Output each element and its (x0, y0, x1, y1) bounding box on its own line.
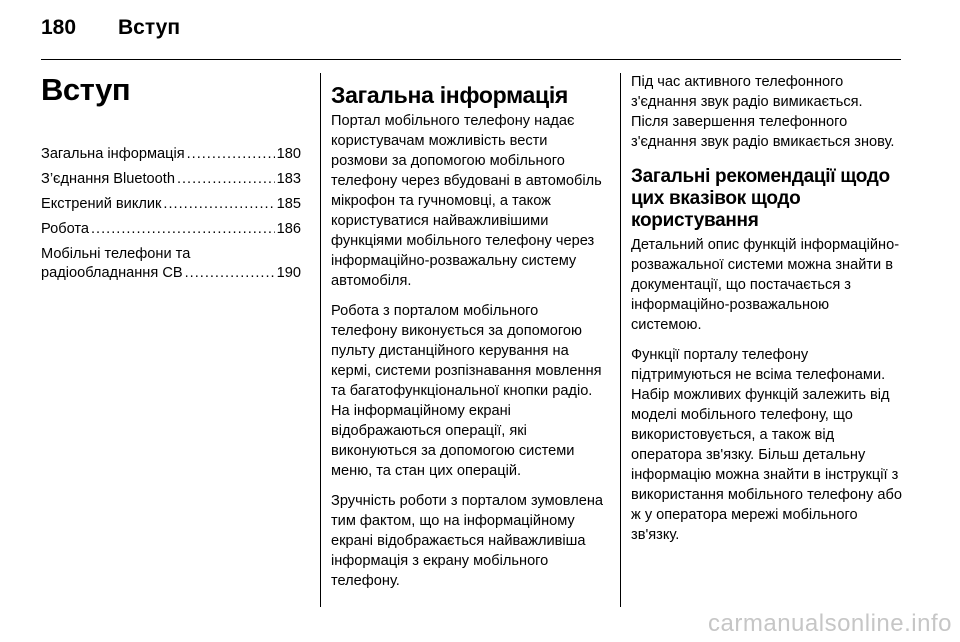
toc-item-text: Робота (41, 221, 89, 237)
page-number: 180 (41, 16, 77, 39)
toc-item-general-info[interactable] (41, 145, 301, 164)
chapter-title: Вступ (41, 72, 131, 107)
toc-item-page: 183 (276, 171, 301, 187)
watermark: carmanualsonline.info (708, 610, 952, 637)
toc-leader-dots (163, 195, 274, 214)
toc-leader-dots (185, 264, 275, 283)
toc-leader-dots (91, 220, 275, 239)
toc-item-line2 (41, 264, 301, 283)
paragraph: Детальний опис функцій інформаційно-розважальної системи можна знайти в документації, що постачається з інформаційно-розважальною системою. (631, 237, 900, 333)
toc-item-page: 185 (276, 196, 301, 212)
toc-item-text: Екстрений виклик (41, 196, 162, 212)
toc-item-text: Загальна інформація (41, 146, 185, 162)
running-head: Вступ (118, 16, 181, 39)
column-divider-1 (320, 73, 321, 607)
paragraph: Під час активного телефонного з'єднання звук радіо вимикається. Після завершення телефонного з'єднання звук радіо вмикається знову. (631, 74, 895, 150)
section-title: Загальна інформація (331, 82, 569, 108)
toc-item-operation[interactable] (41, 220, 301, 239)
toc-column (41, 72, 301, 289)
toc-item-bluetooth[interactable] (41, 170, 301, 189)
paragraph: Зручність роботи з порталом зумовлена тим фактом, що на інформаційному екрані відображається найважливіша інформація з екрану мобільного телефону. (331, 493, 604, 589)
header-rule (41, 59, 901, 60)
toc-item-text: радіообладнання CB (41, 265, 183, 281)
paragraph: Робота з порталом мобільного телефону виконується за допомогою пульту дистанційного керування на кермі, системи розпізнавання мовлення та багатофункціональної кнопки радіо. На інформаційному екрані відображаються операції, які виконуються за допомогою системи меню, та стан цих операцій. (331, 303, 602, 479)
subsection-title: Загальні рекомендації щодо цих вказівок щодо користування (631, 166, 890, 231)
main-column (331, 82, 607, 601)
toc-item-text-line1: Мобільні телефони та (41, 246, 191, 262)
paragraph: Портал мобільного телефону надає користувачам можливість вести розмови за допомогою мобільного телефону через вбудовані в автомобіль мікрофон та гучномовці, а також користуватися найважливішими функціями мобільного телефону через інформаційно-розважальну систему автомобіля. (331, 113, 602, 289)
toc-leader-dots (177, 170, 275, 189)
toc-item-emergency-call[interactable] (41, 195, 301, 214)
paragraph: Функції порталу телефону підтримуються не всіма телефонами. Набір можливих функцій залежить від моделі мобільного телефону, що використовується, а також від оператора зв'язку. Більш детальну інформацію можна знайти в інструкції з використання мобільного телефону або ж у оператора мережі мобільного зв'язку. (631, 347, 902, 543)
toc-item-page: 186 (276, 221, 301, 237)
toc-item-page: 180 (276, 146, 301, 162)
right-column (631, 72, 903, 555)
table-of-contents (41, 145, 301, 283)
toc-leader-dots (187, 145, 275, 164)
toc-item-page: 190 (276, 265, 301, 281)
column-divider-2 (620, 73, 621, 607)
toc-item-mobile-cb[interactable] (41, 245, 301, 283)
page-header (0, 0, 960, 60)
toc-item-text: З’єднання Bluetooth (41, 171, 175, 187)
